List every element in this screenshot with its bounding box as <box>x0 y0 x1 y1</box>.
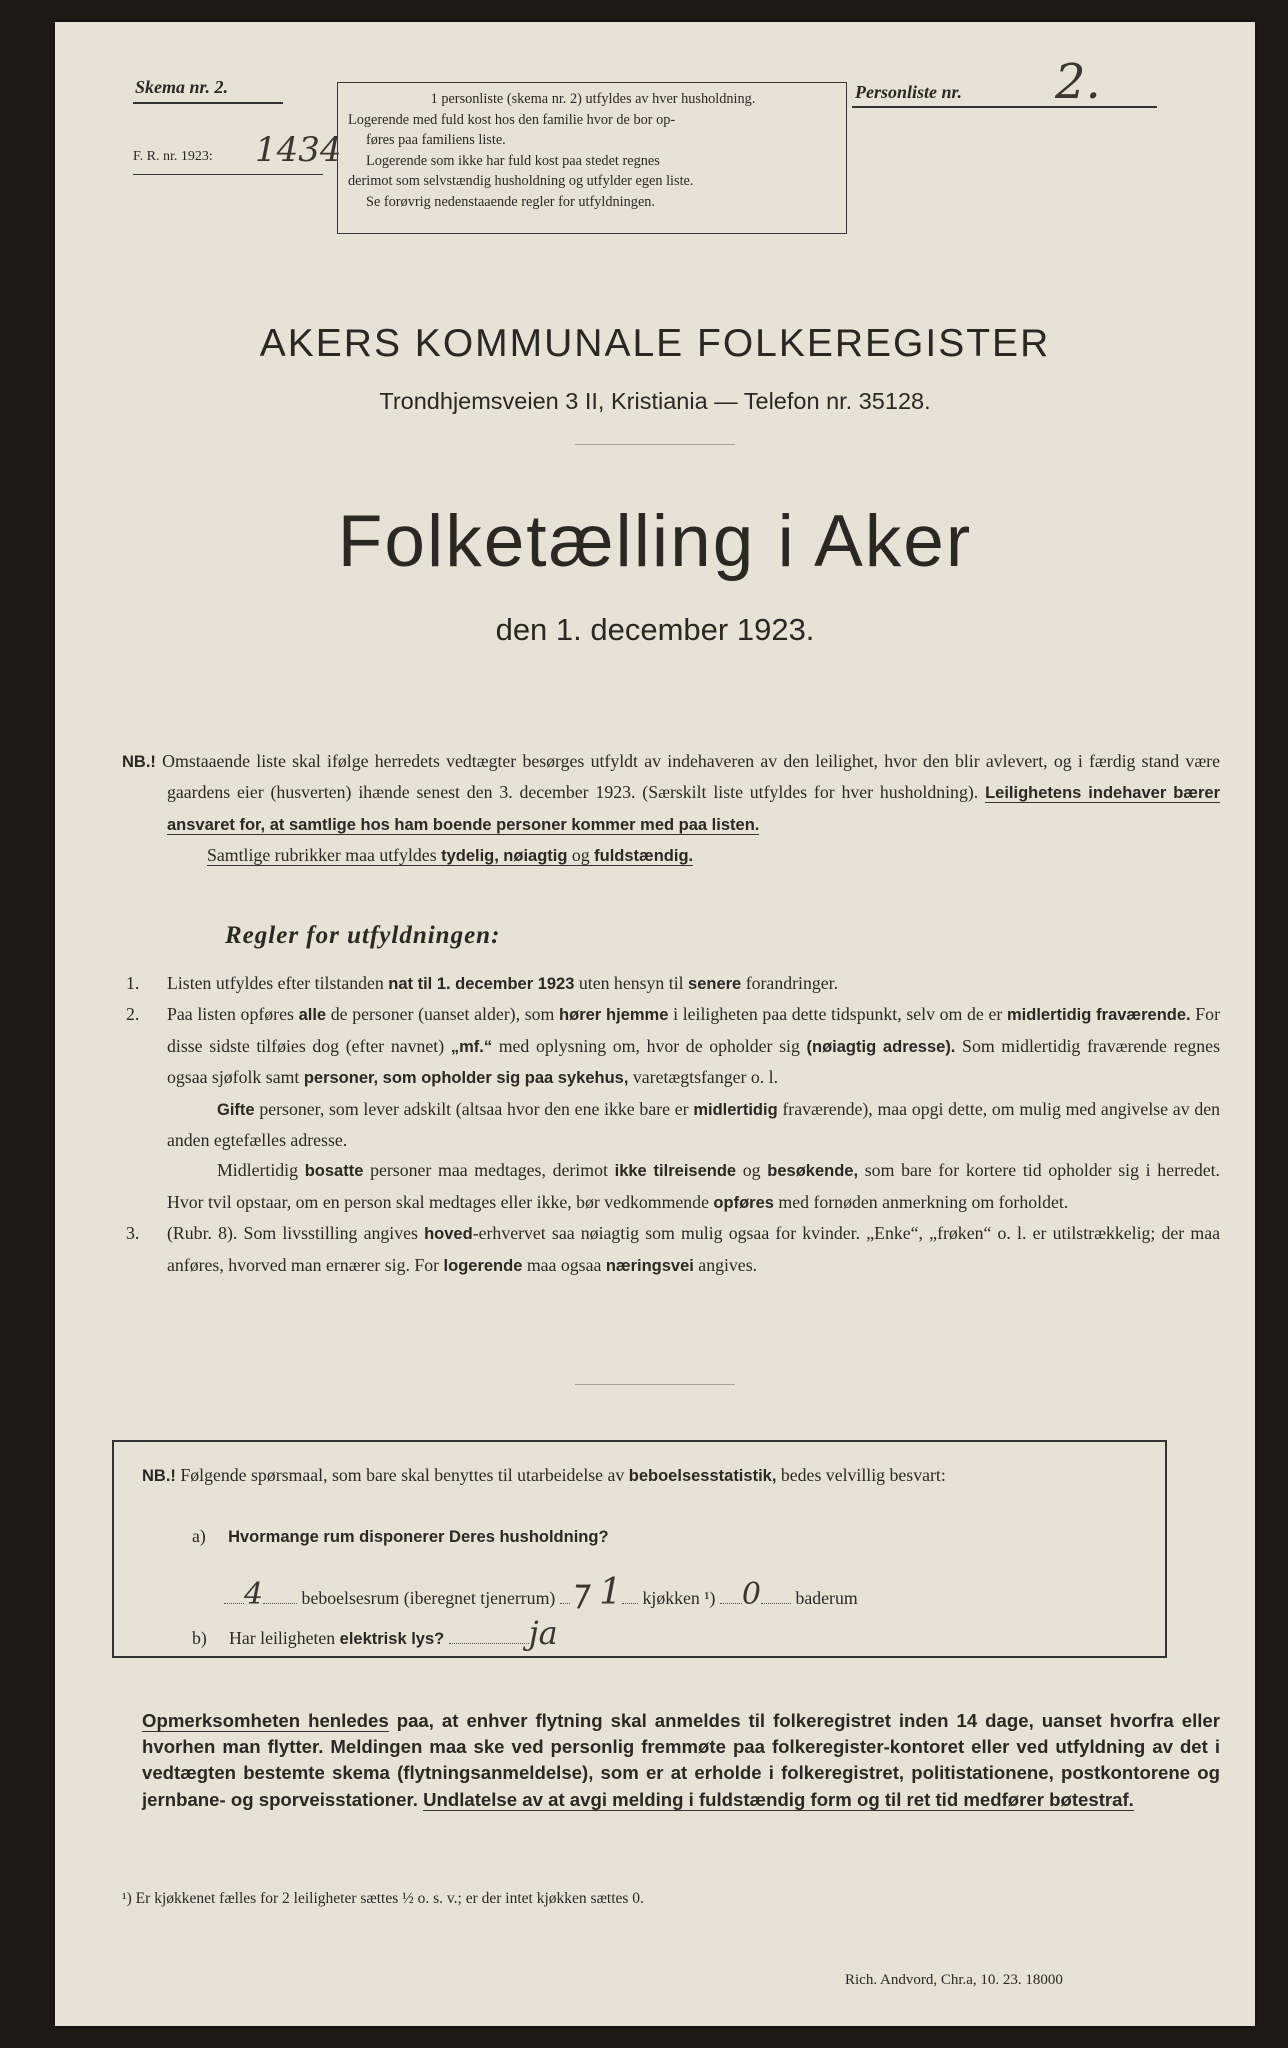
footnote: ¹) Er kjøkkenet fælles for 2 leiligheter sættes ½ o. s. v.; er der intet kjøkken sættes 0. <box>122 1890 644 1907</box>
dotted-line <box>449 1642 529 1644</box>
rule-text: Listen utfyldes efter tilstanden <box>167 973 384 993</box>
rule-bold: næringsvei <box>605 1256 694 1275</box>
rule-bold: alle <box>298 1006 327 1025</box>
nb-line2-text <box>207 845 693 866</box>
page-title: Folketælling i Aker <box>337 501 973 582</box>
printer-imprint: Rich. Andvord, Chr.a, 10. 23. 18000 <box>845 1972 1063 1988</box>
question-a <box>192 1526 609 1547</box>
rule-bold: personer, som opholder sig paa sykehus, <box>303 1069 629 1088</box>
divider <box>133 174 323 175</box>
info-line: Logerende som ikke har fuld kost paa stedet regnes <box>366 152 660 169</box>
housing-intro-bold: beboelsesstatistik, <box>628 1467 777 1485</box>
fr-number-handwritten: 1434 <box>255 130 342 170</box>
rule-bold: (nøiagtig adresse). <box>806 1037 956 1056</box>
rule-text: angives. <box>693 1254 758 1275</box>
rule-bold: „mf.“ <box>450 1037 493 1056</box>
rule-text: med oplysning om, hvor de opholder sig <box>492 1035 807 1056</box>
rule-text: For disse sidste tilføies dog (efter navnet) <box>167 1004 1220 1056</box>
rule-text: med fornøden anmerkning om forholdet. <box>773 1191 1069 1212</box>
rule-bold: logerende <box>443 1256 523 1275</box>
rule-number: 1. <box>126 973 140 993</box>
rule-1 <box>122 968 1220 999</box>
rule-text: Paa listen opføres <box>167 1004 299 1025</box>
bath-value-handwritten: 0 <box>741 1577 762 1612</box>
rule-text: Midlertidig <box>217 1160 305 1181</box>
rule-3 <box>122 1218 1220 1281</box>
nb-line2-c: nøiagtig <box>503 846 568 865</box>
moving-notice <box>142 1708 1220 1813</box>
rule-text: og <box>736 1160 768 1181</box>
rule-text: Som midlertidig fraværende regnes ogsaa sjøfolk samt <box>167 1035 1220 1088</box>
housing-intro <box>142 1460 1142 1491</box>
housing-intro-text: bedes velvillig besvart: <box>780 1465 946 1485</box>
divider <box>133 102 283 104</box>
nb-text: Omstaaende liste skal ifølge herredets vedtægter besørges utfyldt av indehaveren av den leilighet, hvor den blir avlevert, og i færdig stand være gaardens eier (husverten) ihænde senest den 3. december 1923. (Særskilt liste utfyldes for hver husholdning). <box>162 751 1220 803</box>
notice-body: paa, at enhver flytning skal anmeldes til folkeregistret inden 14 dage, uanset hvorfra eller hvorhen man flytter. Meldingen maa ske ved personlig fremmøte paa folkeregister-kontoret eller ved utfyldning av det i vedtægten bestemte skema (flytningsanmeldelse), som er at erholde i folkeregistret, politistationene, postkontorene og jernbane- og sporveisstationer. <box>142 1710 1220 1810</box>
rule-2-para-3 <box>167 1155 1220 1218</box>
kitchen-value-handwritten: ⁊ 1 <box>569 1572 623 1613</box>
nb-line-2 <box>122 840 1220 871</box>
nb-line2-b: tydelig, <box>441 846 499 865</box>
rule-bold: bosatte <box>304 1162 364 1181</box>
rule-bold: midlertidig fraværende. <box>1007 1006 1191 1025</box>
organisation-name: AKERS KOMMUNALE FOLKEREGISTER <box>259 322 1051 365</box>
question-label: b) <box>192 1628 207 1648</box>
rule-text: personer maa medtages, derimot <box>363 1160 615 1181</box>
rule-text: uten hensyn til <box>578 973 684 993</box>
rule-text: personer, som lever adskilt (altsaa hvor den ene ikke bare er <box>254 1098 694 1119</box>
nb-line2-d: og <box>571 844 590 865</box>
dotted-line <box>224 1602 244 1604</box>
nb-emphasis: Leilighetens indehaver bærer ansvaret for, at samtlige hos ham boende personer kommer med paa listen. <box>167 784 1220 834</box>
info-line: Logerende med fuld kost hos den familie hvor de bor op- <box>348 111 676 128</box>
dotted-line <box>720 1602 742 1604</box>
divider <box>575 444 735 445</box>
census-form-page <box>55 22 1255 2026</box>
rule-text: maa ogsaa <box>522 1254 606 1275</box>
rule-bold: senere <box>688 975 742 993</box>
kitchen-value: 1 <box>599 1572 623 1613</box>
rule-text: varetægtsfanger o. l. <box>628 1067 779 1088</box>
skema-label: Skema nr. 2. <box>135 77 229 97</box>
rule-text: fraværende), maa opgi dette, om mulig med angivelse av den anden egtefælles adresse. <box>167 1098 1220 1151</box>
rule-number: 3. <box>126 1223 140 1244</box>
question-b <box>192 1614 558 1652</box>
nb-notice-1 <box>122 746 1220 871</box>
rule-number: 2. <box>126 1004 140 1025</box>
question-text: Har leiligheten <box>229 1628 336 1648</box>
dotted-line <box>560 1602 570 1604</box>
kitchen-label: kjøkken ¹) <box>642 1588 716 1608</box>
electric-value-handwritten: ja <box>528 1614 558 1652</box>
question-text: Hvormange rum disponerer Deres husholdning? <box>228 1528 609 1546</box>
rooms-label: beboelsesrum (iberegnet tjenerrum) <box>301 1588 556 1608</box>
rule-2-para-2 <box>167 1094 1220 1156</box>
question-bold: elektrisk lys? <box>339 1630 445 1648</box>
notice-tail: Undlatelse av at avgi melding i fuldstændig form og til ret tid medfører bøtestraf. <box>423 1788 1134 1810</box>
nb-label: NB.! <box>142 1467 176 1485</box>
dotted-line <box>761 1602 791 1604</box>
personliste-label: Personliste nr. <box>855 82 963 102</box>
rule-text: som bare for kortere tid opholder sig i herredet. Hvor tvil opstaar, om en person skal medtages eller ikke, bør vedkommende <box>167 1160 1220 1212</box>
dotted-line <box>263 1602 297 1604</box>
rule-text: i leiligheten paa dette tidspunkt, selv om de er <box>668 1004 1007 1025</box>
personliste-handwritten: 2. <box>1055 54 1101 110</box>
rule-bold: besøkende, <box>767 1162 859 1181</box>
rule-text: de personer (uanset alder), som <box>326 1004 560 1025</box>
rule-bold: nat til 1. december 1923 <box>388 975 575 993</box>
page-subtitle: den 1. december 1923. <box>495 612 815 647</box>
organisation-address: Trondhjemsveien 3 II, Kristiania — Telefon nr. 35128. <box>379 388 931 414</box>
rule-text: forandringer. <box>745 973 839 993</box>
rule-bold: hører hjemme <box>559 1006 669 1025</box>
info-line: derimot som selvstændig husholdning og utfylder egen liste. <box>348 173 694 189</box>
rule-bold: hoved <box>424 1225 473 1244</box>
rule-bold: midlertidig <box>693 1100 778 1119</box>
nb-label: NB.! <box>122 753 156 771</box>
rooms-value-handwritten: 4 <box>244 1577 264 1612</box>
instructions-text <box>348 89 838 212</box>
rule-bold: opføres <box>713 1193 774 1212</box>
rule-bold: Gifte <box>217 1100 255 1119</box>
rules-list <box>122 968 1220 1281</box>
rule-text: (Rubr. 8). Som livsstilling angives <box>167 1223 425 1244</box>
rule-2-para-1 <box>167 1004 1220 1087</box>
nb-line2-e: fuldstændig. <box>594 846 694 865</box>
info-line: Se forøvrig nedenstaaende regler for utfyldningen. <box>366 193 656 210</box>
info-line: føres paa familiens liste. <box>366 132 506 148</box>
nb-line2-a: Samtlige rubrikker maa utfyldes <box>207 844 437 865</box>
info-line: 1 personliste (skema nr. 2) utfyldes av hver husholdning. <box>430 91 756 107</box>
bath-label: baderum <box>795 1588 858 1608</box>
divider <box>575 1384 735 1385</box>
question-label: a) <box>192 1526 206 1546</box>
rule-bold: ikke tilreisende <box>614 1162 737 1181</box>
rule-text: -erhvervet saa nøiagtig som mulig ogsaa for kvinder. „Enke“, „frøken“ o. l. er utilstrækkelig; der maa anføres, hvorved man ernærer sig. For <box>167 1223 1220 1275</box>
divider <box>852 106 1157 108</box>
housing-intro-text: Følgende spørsmaal, som bare skal benyttes til utarbeidelse av <box>180 1465 625 1485</box>
rule-2 <box>122 999 1220 1218</box>
notice-lead: Opmerksomheten henledes <box>142 1710 389 1731</box>
rooms-row <box>224 1572 858 1613</box>
housing-statistics-box <box>112 1440 1167 1658</box>
dotted-line <box>622 1602 638 1604</box>
fr-number-label: F. R. nr. 1923: <box>133 149 213 164</box>
instructions-box <box>337 82 847 234</box>
rules-title: Regler for utfyldningen: <box>225 922 501 949</box>
